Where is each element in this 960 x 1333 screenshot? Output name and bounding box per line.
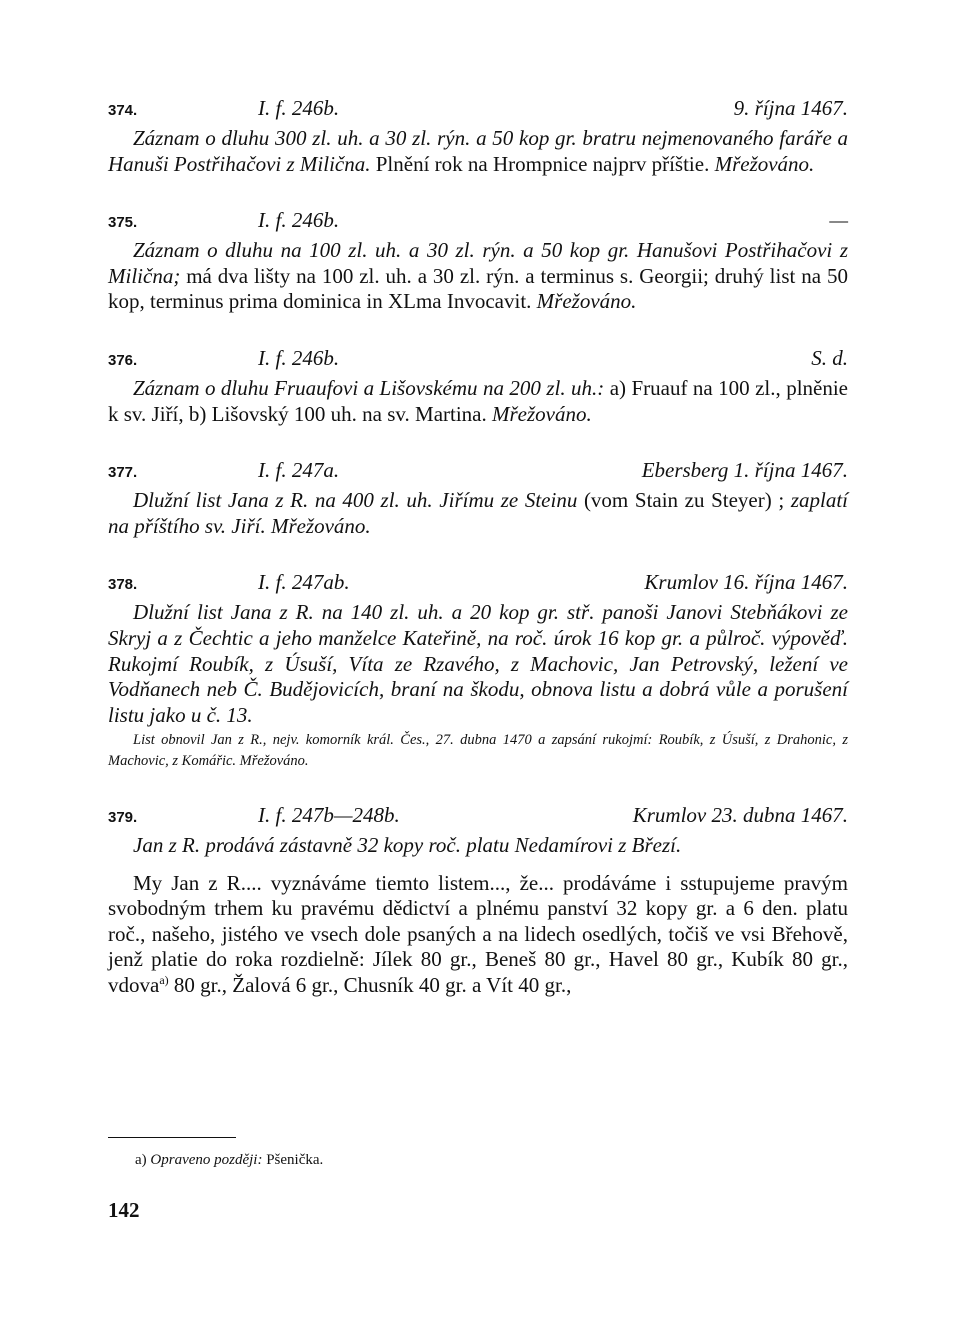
entry-folio: I. f. 246b. xyxy=(258,345,340,370)
page-number: 142 xyxy=(108,1198,140,1222)
entry-tail: Mřežováno. xyxy=(714,151,815,176)
entry-folio: I. f. 247a. xyxy=(258,458,340,483)
entry-date: S. d. xyxy=(811,345,848,370)
document-text xyxy=(108,871,848,999)
entry-date: 9. října 1467. xyxy=(733,96,848,120)
entry-body xyxy=(108,833,848,859)
document-page xyxy=(108,95,848,1028)
entry-date: — xyxy=(829,208,848,233)
entry-number: 374. xyxy=(108,102,138,119)
entry-folio: I. f. 246b. xyxy=(258,96,340,120)
entry-379 xyxy=(108,802,848,998)
document-text-end: 80 gr., Žalová 6 gr., Chusník 40 gr. a Vít 40 gr., xyxy=(168,972,572,997)
entry-header xyxy=(108,345,848,371)
entry-summary: Jan z R. prodává zástavně 32 kopy roč. platu Nedamírovi z Březí. xyxy=(133,833,682,858)
entry-body xyxy=(108,376,848,427)
entry-tail: zaplatí na příštího sv. Jiří. Mřežováno. xyxy=(108,488,848,538)
entry-tail: Mřežováno. xyxy=(492,401,592,426)
entry-summary-rest: Plnění rok na Hrompnice najprv příštie. xyxy=(370,151,715,176)
entry-summary-rest: a) Fruauf na 100 zl., plněnie k sv. Jiří, b) Lišovský 100 uh. na sv. Martina. xyxy=(108,375,848,426)
footnote-reference: a) xyxy=(159,972,169,987)
entry-376 xyxy=(108,345,848,427)
entry-folio: I. f. 247ab. xyxy=(258,570,350,595)
entry-body xyxy=(108,126,848,177)
entry-number: 379. xyxy=(108,809,138,827)
entry-header xyxy=(108,802,848,828)
entry-date: Krumlov 16. října 1467. xyxy=(644,570,848,595)
footnote-mark: a) xyxy=(135,1152,147,1168)
entry-summary: Záznam o dluhu 300 zl. uh. a 30 zl. rýn. a 50 kop gr. bratru nejmenovaného faráře a Hanuši Postřihačovi z Milična. xyxy=(108,126,848,176)
footnote-text: Opraveno později: xyxy=(150,1152,263,1168)
entry-date: Ebersberg 1. října 1467. xyxy=(641,458,848,483)
entry-body xyxy=(108,238,848,315)
entry-header xyxy=(108,207,848,233)
entry-summary: Záznam o dluhu na 100 zl. uh. a 30 zl. rýn. a 50 kop gr. Hanušovi Postřihačovi z Milična; xyxy=(108,238,848,288)
entry-summary: Dlužní list Jana z R. na 140 zl. uh. a 20 kop gr. stř. panoši Janovi Stebňákovi ze Skryj a z Čechtic a jeho manželce Kateřině, na roč. úrok 16 kop gr. a půlroč. výpověď. Rukojmí Roubík, z Úsuší, Víta ze Rzavého, z Machovic, Jan Petrovský, ležení ve Vodňanech neb Č. Budějovicích, braní na škodu, obnova listu a dobrá vůle a porušení listu jako u č. 13. xyxy=(108,600,848,727)
entry-number: 376. xyxy=(108,351,138,369)
entry-374 xyxy=(108,95,848,177)
entry-summary: Záznam o dluhu Fruaufovi a Lišovskému na 200 zl. uh.: xyxy=(133,375,605,400)
entry-note xyxy=(108,730,848,772)
entry-body xyxy=(108,488,848,539)
entry-header xyxy=(108,457,848,483)
entry-377 xyxy=(108,457,848,539)
entry-number: 378. xyxy=(108,576,138,594)
footnote-divider xyxy=(108,1137,236,1138)
entry-header xyxy=(108,95,848,121)
entry-body xyxy=(108,600,848,728)
entry-375 xyxy=(108,207,848,315)
entry-folio: I. f. 246b. xyxy=(258,208,340,233)
entry-note-text: List obnovil Jan z R., nejv. komorník král. Čes., 27. dubna 1470 a zapsání rukojmí: Roubík, z Úsuší, z Drahonic, z Machovic, z Komářic. Mřežováno. xyxy=(108,732,848,770)
entry-summary-rest: (vom Stain zu Steyer) ; xyxy=(577,488,791,513)
entry-number: 375. xyxy=(108,214,138,232)
entry-summary: Dlužní list Jana z R. na 400 zl. uh. Jiřímu ze Steinu xyxy=(133,488,578,513)
footnote-text-rest: Pšenička. xyxy=(262,1152,324,1168)
entry-378 xyxy=(108,569,848,772)
document-text-main: My Jan z R.... vyznáváme tiemto listem..., že... prodáváme i sstupujeme pravým svobodným trhem ku pravému dědictví a plnému panství 32 kopy gr. a 6 den. platu roč., našeho, jistého ve vsech dole psaných a na lidech osedlých, točiš ve vsi Břehově, jenž platie do roka rozdielně: Jílek 80 gr., Beneš 80 gr., Havel 80 gr., Kubík 80 gr., vdova xyxy=(108,870,848,997)
entry-date: Krumlov 23. dubna 1467. xyxy=(632,803,848,828)
footnote xyxy=(135,1152,323,1169)
entry-folio: I. f. 247b—248b. xyxy=(258,803,400,828)
entry-number: 377. xyxy=(108,464,138,482)
entry-summary-rest: má dva lišty na 100 zl. uh. a 30 zl. rýn. a terminus s. Georgii; druhý list na 50 kop, terminus prima dominica in XLma Invocavit. xyxy=(108,263,848,314)
entry-header xyxy=(108,569,848,595)
entry-tail: Mřežováno. xyxy=(536,289,637,314)
